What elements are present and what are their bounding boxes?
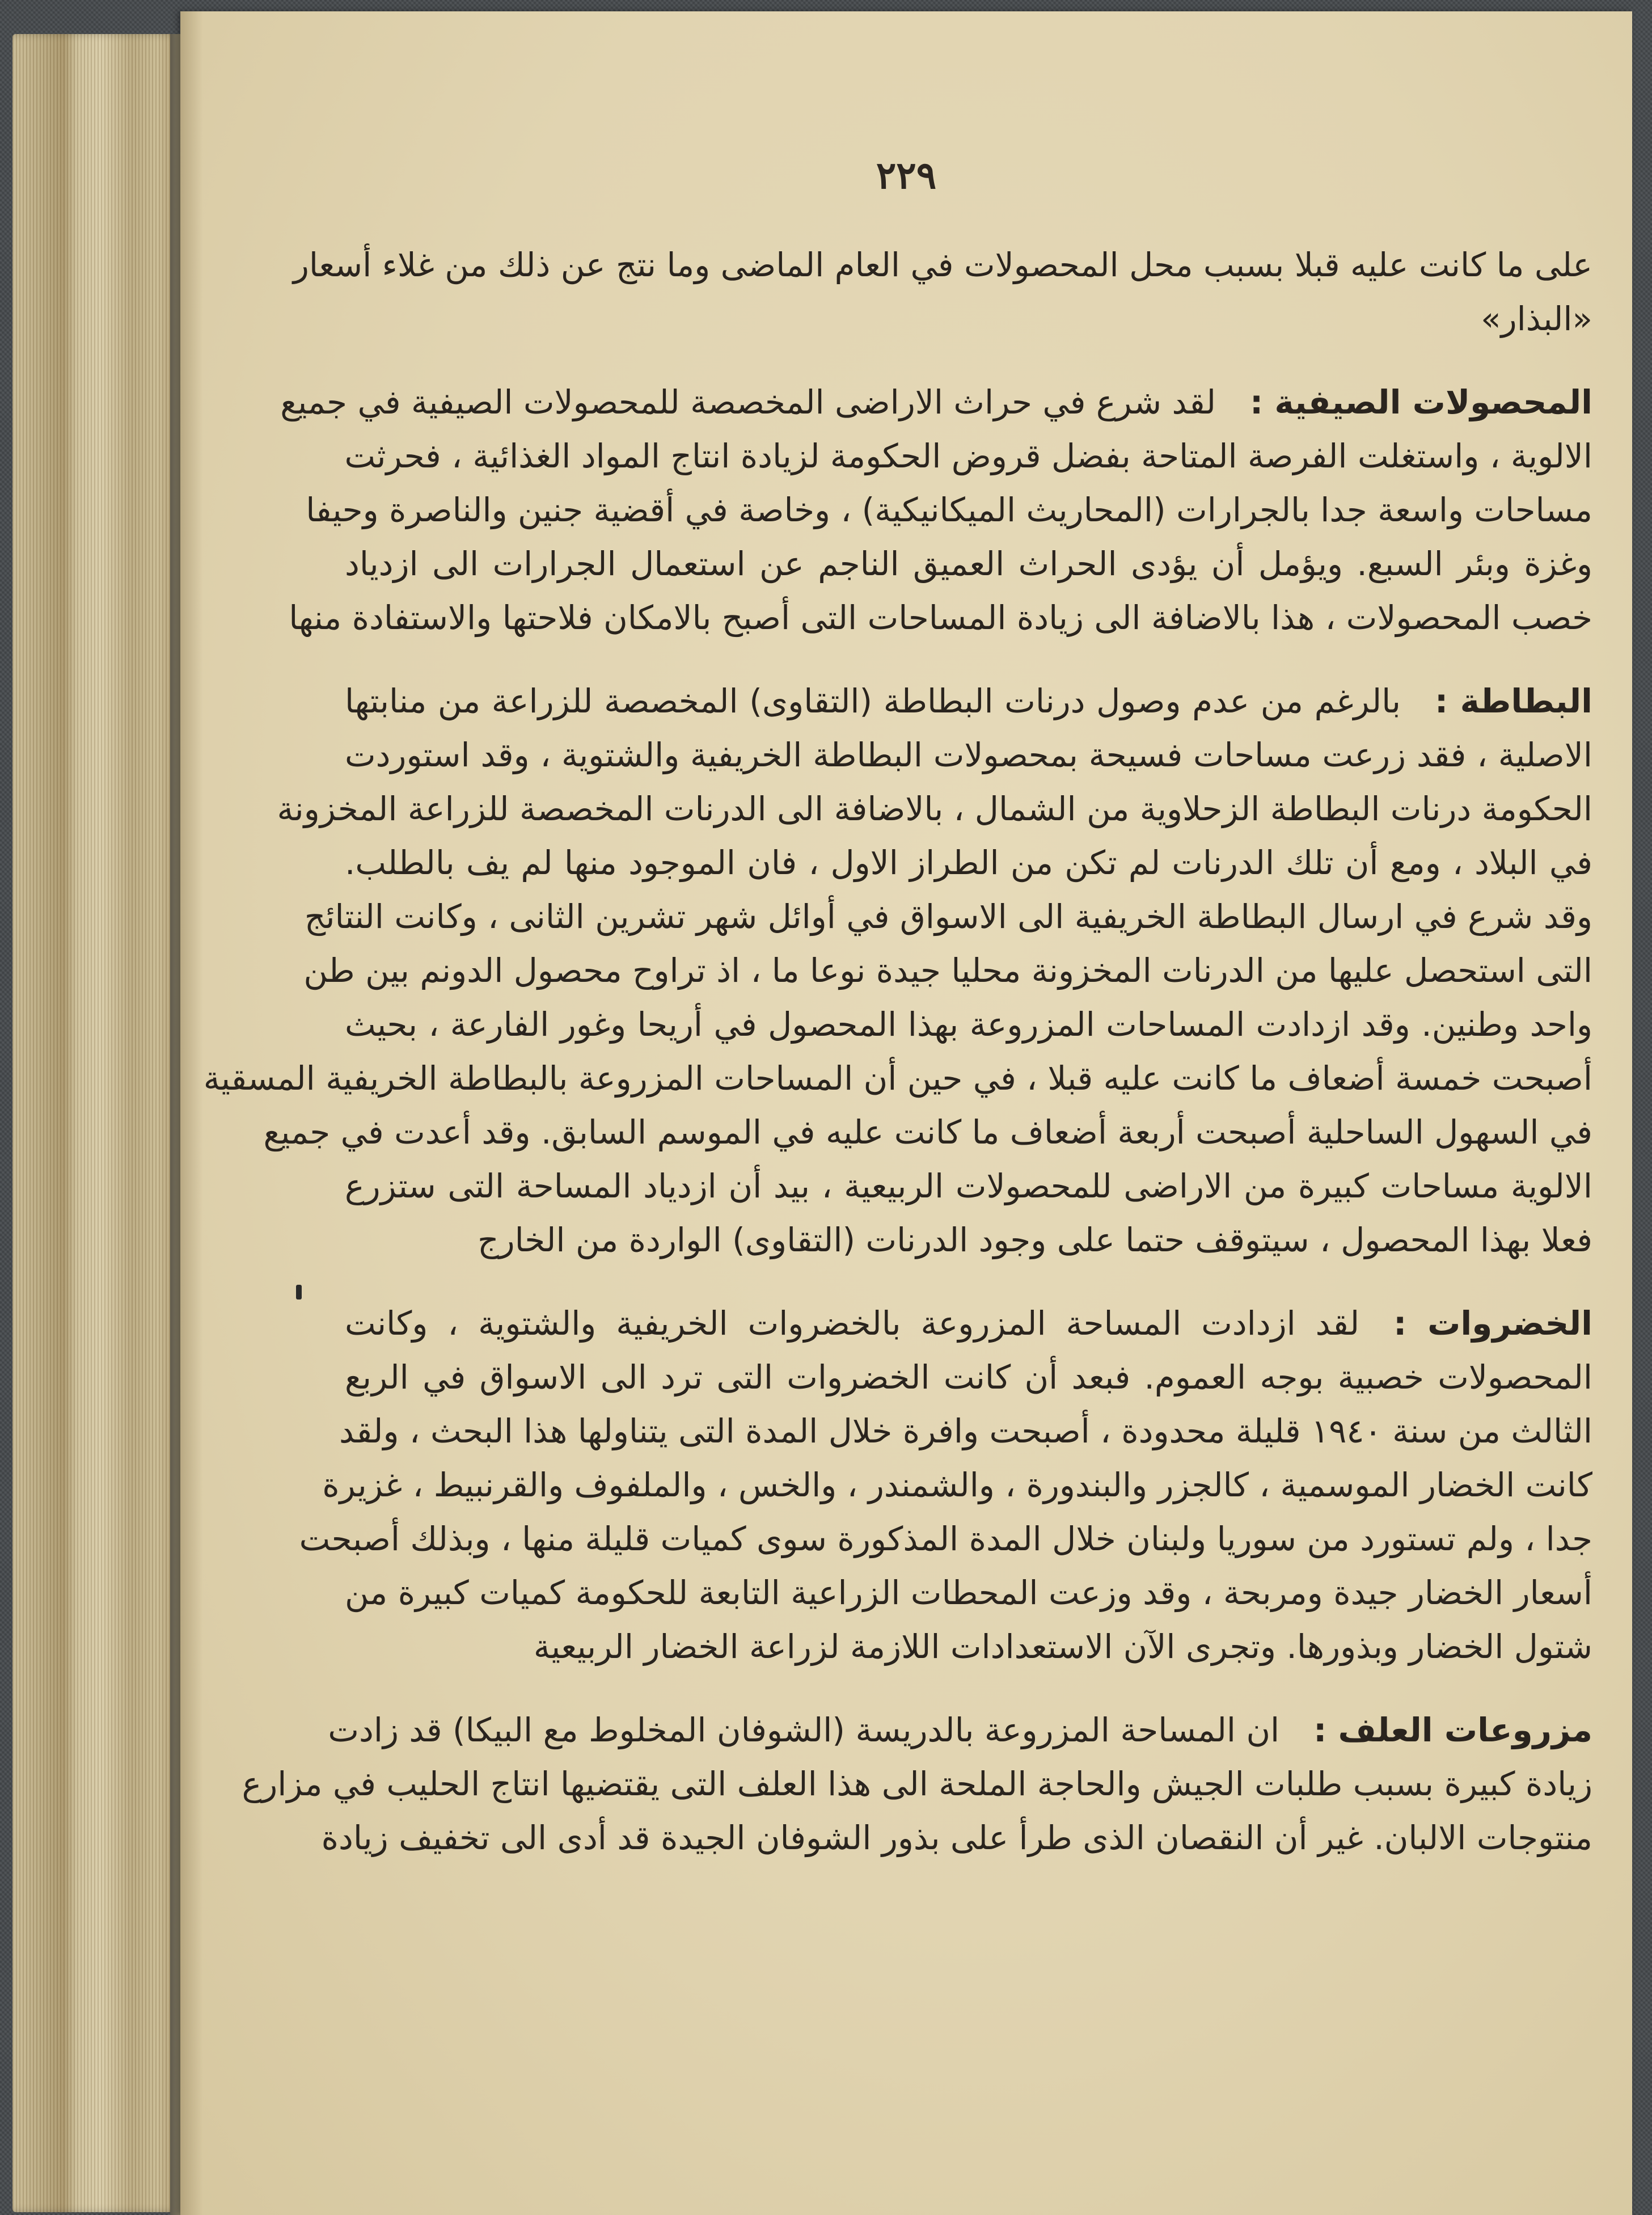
text-line: الالوية ، واستغلت الفرصة المتاحة بفضل قروض الحكومة لزيادة انتاج المواد الغذائية ، فحرثت	[344, 437, 1592, 475]
text-line	[328, 1703, 1592, 1757]
text-line: الثالث من سنة ١٩٤٠ قليلة محدودة ، أصبحت وافرة خلال المدة التى يتناولها هذا البحث ، ولقد	[339, 1412, 1592, 1450]
text-line: منتوجات الالبان. غير أن النقصان الذى طرأ على بذور الشوفان الجيدة قد أدى الى تخفيف زيادة	[321, 1819, 1592, 1857]
text-line: في السهول الساحلية أصبحت أربعة أضعاف ما كانت عليه في الموسم السابق. وقد أعدت في جميع	[263, 1113, 1592, 1151]
text-line: واحد وطنين. وقد ازدادت المساحات المزروعة بهذا المحصول في أريحا وغور الفارعة ، بحيث	[345, 1005, 1592, 1044]
text-line: مساحات واسعة جدا بالجرارات (المحاريث الميكانيكية) ، وخاصة في أقضية جنين والناصرة وحيفا	[306, 491, 1592, 529]
section-heading: مزروعات العلف :	[1313, 1711, 1592, 1749]
text-line: شتول الخضار وبذورها. وتجرى الآن الاستعدادات اللازمة لزراعة الخضار الربيعية	[533, 1627, 1592, 1666]
text-line: التى استحصل عليها من الدرنات المخزونة محليا جيدة نوعا ما ، اذ تراوح محصول الدونم بين طن	[303, 951, 1592, 990]
text-line: المحصولات خصبية بوجه العموم. فبعد أن كانت الخضروات التى ترد الى الاسواق في الربع	[345, 1358, 1592, 1396]
text-line: كانت الخضار الموسمية ، كالجزر والبندورة ، والشمندر ، والخس ، والملفوف والقرنبيط ، غزيرة	[322, 1466, 1592, 1504]
text-line	[280, 376, 1592, 429]
paragraph-vegetables	[299, 1297, 1592, 1674]
text-line: فعلا بهذا المحصول ، سيتوقف حتما على وجود الدرنات (التقاوى) الواردة من الخارج	[478, 1221, 1592, 1259]
text-line: في البلاد ، ومع أن تلك الدرنات لم تكن من الطراز الاول ، فان الموجود منها لم يف بالطلب.	[345, 843, 1592, 882]
page-stack-edges	[12, 34, 183, 2212]
text-line	[345, 674, 1592, 728]
text-line: الاصلية ، فقد زرعت مساحات فسيحة بمحصولات البطاطة الخريفية والشتوية ، وقد استوردت	[345, 736, 1592, 774]
section-heading: البطاطة :	[1435, 682, 1593, 720]
text-line-body: ان المساحة المزروعة بالدريسة (الشوفان المخلوط مع البيكا) قد زادت	[328, 1711, 1280, 1749]
section-heading: الخضروات :	[1393, 1304, 1592, 1343]
text-line-body: لقد ازدادت المساحة المزروعة بالخضروات الخريفية والشتوية ، وكانت	[345, 1304, 1360, 1343]
page-body	[203, 238, 1593, 1895]
text-line: على ما كانت عليه قبلا بسبب محل المحصولات في العام الماضى وما نتج عن ذلك من غلاء أسعار	[293, 246, 1592, 284]
margin-ink-mark	[296, 1285, 302, 1300]
paragraph-continuation	[293, 238, 1592, 346]
text-line: «البذار»	[1481, 299, 1592, 338]
paragraph-fodder	[242, 1703, 1592, 1865]
text-line: الحكومة درنات البطاطة الزحلاوية من الشمال ، بالاضافة الى الدرنات المخصصة للزراعة المخزونة	[277, 790, 1592, 828]
page-number: ٢٢٩	[876, 153, 937, 197]
text-line-body: بالرغم من عدم وصول درنات البطاطة (التقاوى) المخصصة للزراعة من منابتها	[345, 682, 1401, 720]
text-line: زيادة كبيرة بسبب طلبات الجيش والحاجة الملحة الى هذا العلف التى يقتضيها انتاج الحليب في مزارع	[242, 1765, 1592, 1803]
text-line: وقد شرع في ارسال البطاطة الخريفية الى الاسواق في أوائل شهر تشرين الثانى ، وكانت النتائج	[304, 897, 1592, 936]
text-line: الالوية مساحات كبيرة من الاراضى للمحصولات الربيعية ، بيد أن ازدياد المساحة التى ستزرع	[345, 1167, 1592, 1205]
text-line: جدا ، ولم تستورد من سوريا ولبنان خلال المدة المذكورة سوى كميات قليلة منها ، وبذلك أصبحت	[299, 1520, 1592, 1558]
paragraph-potatoes	[203, 674, 1593, 1267]
text-line: أسعار الخضار جيدة ومربحة ، وقد وزعت المحطات الزراعية التابعة للحكومة كميات كبيرة من	[345, 1573, 1592, 1612]
section-heading: المحصولات الصيفية :	[1250, 383, 1592, 421]
paragraph-summer-crops	[280, 376, 1592, 645]
book-page	[180, 11, 1632, 2215]
text-line: وغزة وبئر السبع. ويؤمل أن يؤدى الحراث العميق الناجم عن استعمال الجرارات الى ازدياد	[345, 545, 1592, 583]
text-line: أصبحت خمسة أضعاف ما كانت عليه قبلا ، في حين أن المساحات المزروعة بالبطاطة الخريفية المسقية	[203, 1059, 1592, 1098]
text-line: خصب المحصولات ، هذا بالاضافة الى زيادة المساحات التى أصبح بالامكان فلاحتها والاستفادة منها	[289, 598, 1592, 637]
text-line-body: لقد شرع في حراث الاراضى المخصصة للمحصولات الصيفية في جميع	[280, 383, 1216, 421]
text-line	[345, 1297, 1592, 1351]
